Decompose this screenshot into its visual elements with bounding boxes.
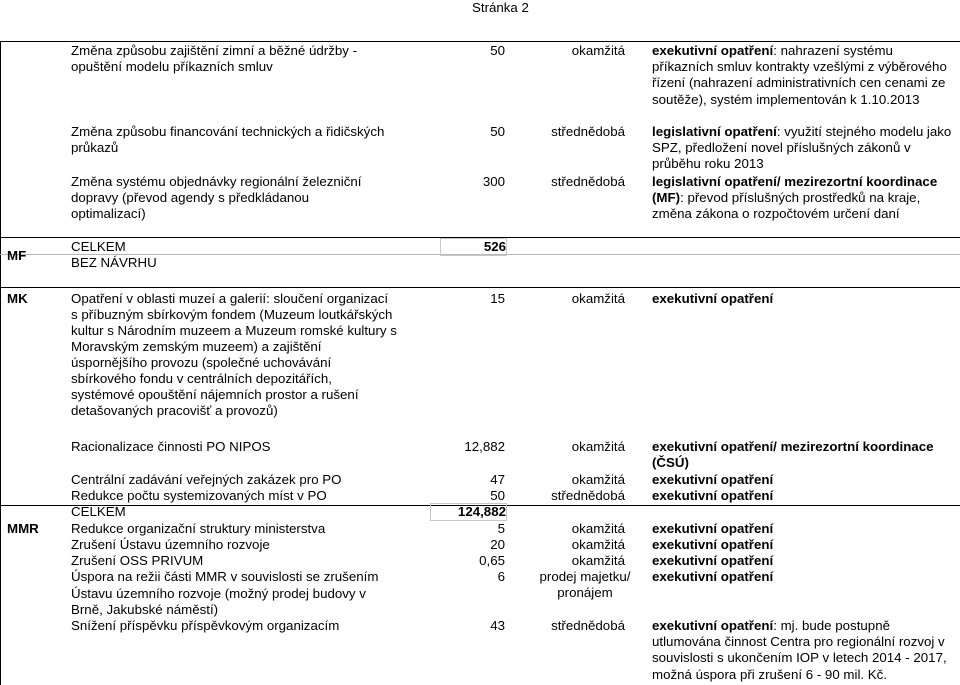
row-measure: exekutivní opatření <box>652 537 774 552</box>
row-amount-total: 124,882 <box>430 503 507 521</box>
row-amount: 20 <box>490 537 505 552</box>
row-description-line: Centrální zadávání veřejných zakázek pro PO <box>71 472 342 487</box>
row-description-line: Zrušení Ústavu územního rozvoje <box>71 537 270 552</box>
row-description-line: CELKEM <box>71 504 126 519</box>
row-description-line: Redukce počtu systemizovaných míst v PO <box>71 488 327 503</box>
row-description-line: BEZ NÁVRHU <box>71 255 157 270</box>
ministry-label: MF <box>7 248 27 263</box>
row-amount: 50 <box>490 488 505 503</box>
row-description-line: Úspora na režii části MMR v souvislosti se zrušením <box>71 569 379 584</box>
table-left-border <box>0 41 1 685</box>
row-description-line: Změna způsobu financování technických a řidičských <box>71 124 385 139</box>
page-header: Stránka 2 <box>472 0 529 15</box>
row-description-line: Moravským zemským muzeem) a zajištění <box>71 339 322 354</box>
row-measure: exekutivní opatření <box>652 521 774 536</box>
row-term: okamžitá <box>571 521 625 536</box>
row-description-line: s příbuzným sbírkovým fondem (Muzeum loutkářských <box>71 307 393 322</box>
row-term: okamžitá <box>571 439 625 454</box>
row-measure: exekutivní opatření <box>652 472 774 487</box>
ministry-label: MK <box>7 291 28 306</box>
row-description-line: Racionalizace činnosti PO NIPOS <box>71 439 271 454</box>
row-description-line: průkazů <box>71 140 119 155</box>
row-measure: legislativní opatření/ mezirezortní koordinace (MF): převod příslušných prostředků na kraje, změna zákona o rozpočtovém určení daní <box>652 174 938 222</box>
row-description-line: opuštění modelu příkazních smluv <box>71 59 273 74</box>
row-measure: exekutivní opatření: nahrazení systému příkazních smluv kontrakty vzešlými z výběrového řízení (nahrazení administrativních cen cenami ze soutěže), systém implementován k 1.10.2013 <box>652 43 947 107</box>
row-term: okamžitá <box>571 291 625 306</box>
row-description-line: kultur s Národním muzeem a Muzeum romské kultury s <box>71 323 397 338</box>
row-amount: 0,65 <box>479 553 505 568</box>
row-term: okamžitá <box>571 537 625 552</box>
row-measure: exekutivní opatření <box>652 291 774 306</box>
row-term: střednědobá <box>551 488 625 503</box>
row-description-line: Ústavu územního rozvoje (možný prodej budovy v <box>71 586 366 601</box>
row-description-line: detašovaných pracovišť a provozů) <box>71 403 278 418</box>
row-amount: 50 <box>490 124 505 139</box>
row-term: okamžitá <box>571 43 625 58</box>
row-term: střednědobá <box>551 124 625 139</box>
row-measure: exekutivní opatření <box>652 553 774 568</box>
row-amount: 43 <box>490 618 505 633</box>
table-top-border <box>0 41 960 42</box>
row-term: střednědobá <box>551 618 625 633</box>
row-description-line: dopravy (převod agendy s předkládanou <box>71 190 310 205</box>
ministry-label: MMR <box>7 521 39 536</box>
row-measure: exekutivní opatření <box>652 488 774 503</box>
row-separator-mk <box>0 287 960 288</box>
row-description-line: optimalizací) <box>71 206 146 221</box>
row-term: prodej majetku/ pronájem <box>539 569 631 601</box>
row-description-line: sbírkového fondu v centrálních depozitářích, <box>71 371 332 386</box>
row-description-line: systémové opouštění nájemních prostor a rušení <box>71 387 359 402</box>
row-amount: 6 <box>497 569 505 584</box>
row-measure: exekutivní opatření: mj. bude postupně utlumována činnost Centra pro regionální rozvoj v souvislosti s ukončením IOP v letech 2014 - 2017, možná úspora při zrušení 6 - 90 mil. Kč. <box>652 618 947 682</box>
row-measure: exekutivní opatření <box>652 569 774 584</box>
row-term: okamžitá <box>571 553 625 568</box>
row-measure: legislativní opatření: využití stejného modelu jako SPZ, předložení novel příslušných zákonů v průběhu roku 2013 <box>652 124 952 172</box>
row-term: střednědobá <box>551 174 625 189</box>
row-amount: 47 <box>490 472 505 487</box>
row-description-line: Redukce organizační struktury ministerstva <box>71 521 326 536</box>
row-term: okamžitá <box>571 472 625 487</box>
row-description-line: Opatření v oblasti muzeí a galerií: sloučení organizací <box>71 291 389 306</box>
row-description-line: Brně, Jakubské náměstí) <box>71 602 219 617</box>
row-measure: exekutivní opatření/ mezirezortní koordinace (ČSÚ) <box>652 439 934 471</box>
row-amount: 50 <box>490 43 505 58</box>
row-description-line: Změna systému objednávky regionální železniční <box>71 174 362 189</box>
row-description-line: Snížení příspěvku příspěvkovým organizacím <box>71 618 340 633</box>
row-description-line: Změna způsobu zajištění zimní a běžné údržby - <box>71 43 358 58</box>
row-amount: 15 <box>490 291 505 306</box>
row-amount: 300 <box>482 174 505 189</box>
row-description-line: CELKEM <box>71 239 126 254</box>
row-description-line: úspornějšího provozu (společné uchovávání <box>71 355 332 370</box>
row-amount: 12,882 <box>464 439 505 454</box>
row-amount: 5 <box>497 521 505 536</box>
row-amount-total: 526 <box>440 238 507 256</box>
row-description-line: Zrušení OSS PRIVUM <box>71 553 204 568</box>
